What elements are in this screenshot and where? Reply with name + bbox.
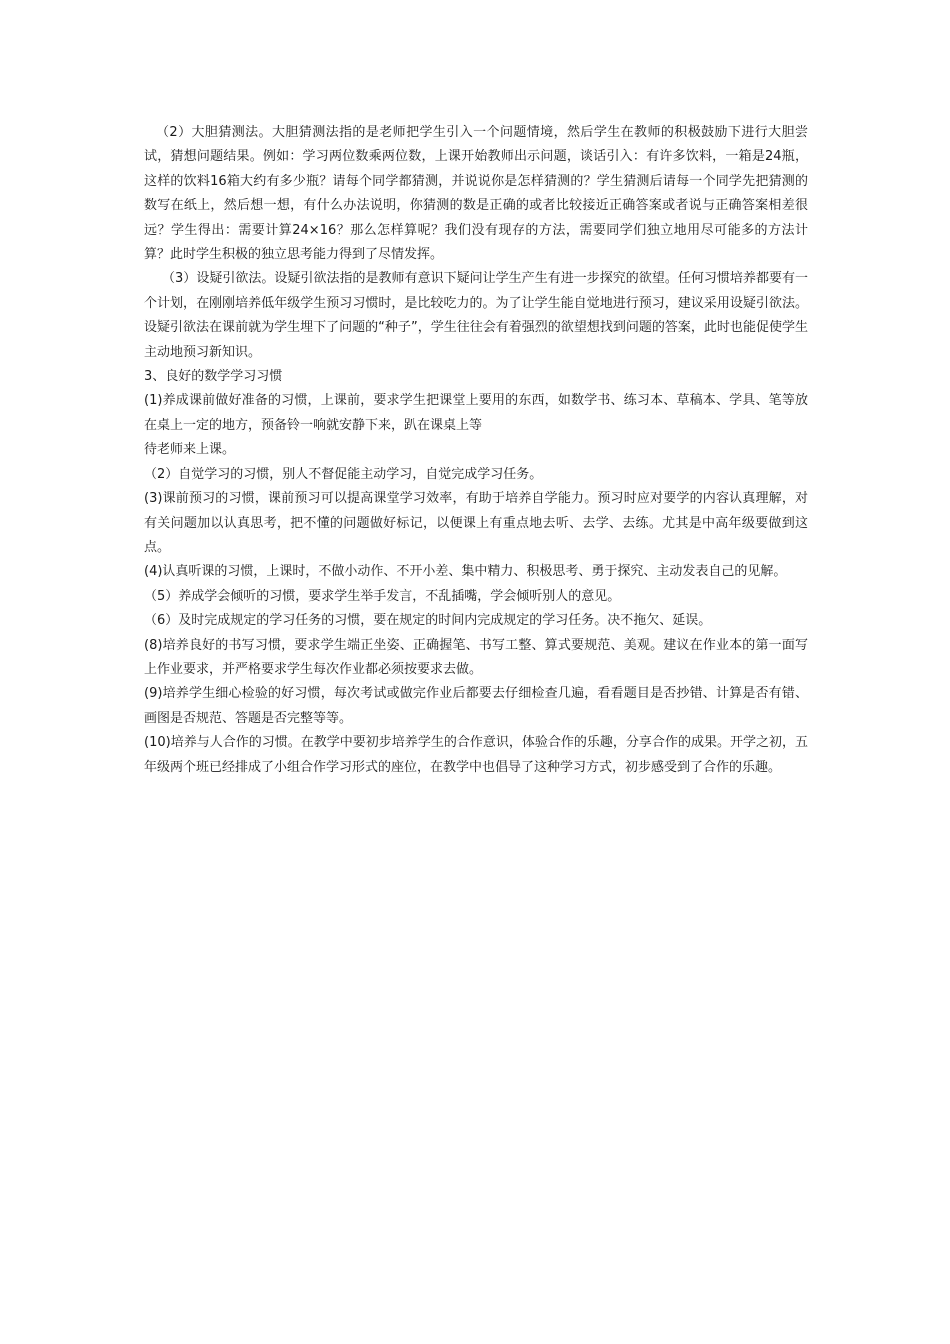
paragraph-bold-guess-method: （2）大胆猜测法。大胆猜测法指的是老师把学生引入一个问题情境，然后学生在教师的积极鼓励下进行大胆尝试，猜想问题结果。例如：学习两位数乘两位数，上课开始教师出示问题，谈话引入：有许多饮料，一箱是24瓶，这样的饮料16箱大约有多少瓶？请每个同学都猜测，并说说你是怎样猜测的？学生猜测后请每一个同学先把猜测的数写在纸上，然后想一想，有什么办法说明，你猜测的数是正确的或者比较接近正确答案或者说与正确答案相差很远？学生得出：需要计算24×16？那么怎样算呢？我们没有现存的方法，需要同学们独立地用尽可能多的方法计算？此时学生积极的独立思考能力得到了尽情发挥。 bbox=[144, 125, 808, 263]
habit-item-2: （2）自觉学习的习惯，别人不督促能主动学习，自觉完成学习任务。 bbox=[144, 466, 543, 482]
paragraph-question-method: （3）设疑引欲法。设疑引欲法指的是教师有意识下疑问让学生产生有进一步探究的欲望。任何习惯培养都要有一个计划，在刚刚培养低年级学生预习习惯时，是比较吃力的。为了让学生能自觉地进行预习，建议采用设疑引欲法。设疑引欲法在课前就为学生埋下了问题的“种子”，学生往往会有着强烈的欲望想找到问题的答案，此时也能促使学生主动地预习新知识。 bbox=[144, 271, 808, 360]
habit-item-4: (4)认真听课的习惯，上课时，不做小动作、不开小差、集中精力、积极思考、勇于探究、主动发表自己的见解。 bbox=[144, 564, 787, 580]
habit-item-1: (1)养成课前做好准备的习惯，上课前，要求学生把课堂上要用的东西，如数学书、练习本、草稿本、学具、笔等放在桌上一定的地方，预备铃一响就安静下来，趴在课桌上等 bbox=[144, 393, 808, 433]
document-body bbox=[144, 121, 808, 780]
habit-item-8: (8)培养良好的书写习惯，要求学生端正坐姿、正确握笔、书写工整、算式要规范、美观。建议在作业本的第一面写上作业要求，并严格要求学生每次作业都必须按要求去做。 bbox=[144, 637, 808, 677]
habit-item-9: (9)培养学生细心检验的好习惯，每次考试或做完作业后都要去仔细检查几遍，看看题目是否抄错、计算是否有错、画图是否规范、答题是否完整等等。 bbox=[144, 686, 808, 726]
habit-item-5: （5）养成学会倾听的习惯，要求学生举手发言，不乱插嘴，学会倾听别人的意见。 bbox=[144, 588, 621, 604]
section-heading-math-habits: 3、良好的数学学习习惯 bbox=[144, 369, 283, 385]
habit-item-10: (10)培养与人合作的习惯。在教学中要初步培养学生的合作意识，体验合作的乐趣，分享合作的成果。开学之初，五年级两个班已经排成了小组合作学习形式的座位，在教学中也倡导了这种学习方式，初步感受到了合作的乐趣。 bbox=[144, 735, 808, 775]
habit-item-1-continued: 待老师来上课。 bbox=[144, 442, 236, 458]
habit-item-6: （6）及时完成规定的学习任务的习惯，要在规定的时间内完成规定的学习任务。决不拖欠、延误。 bbox=[144, 613, 712, 629]
habit-item-3: (3)课前预习的习惯，课前预习可以提高课堂学习效率，有助于培养自学能力。预习时应对要学的内容认真理解，对有关问题加以认真思考，把不懂的问题做好标记，以便课上有重点地去听、去学、去练。尤其是中高年级要做到这点。 bbox=[144, 491, 808, 555]
